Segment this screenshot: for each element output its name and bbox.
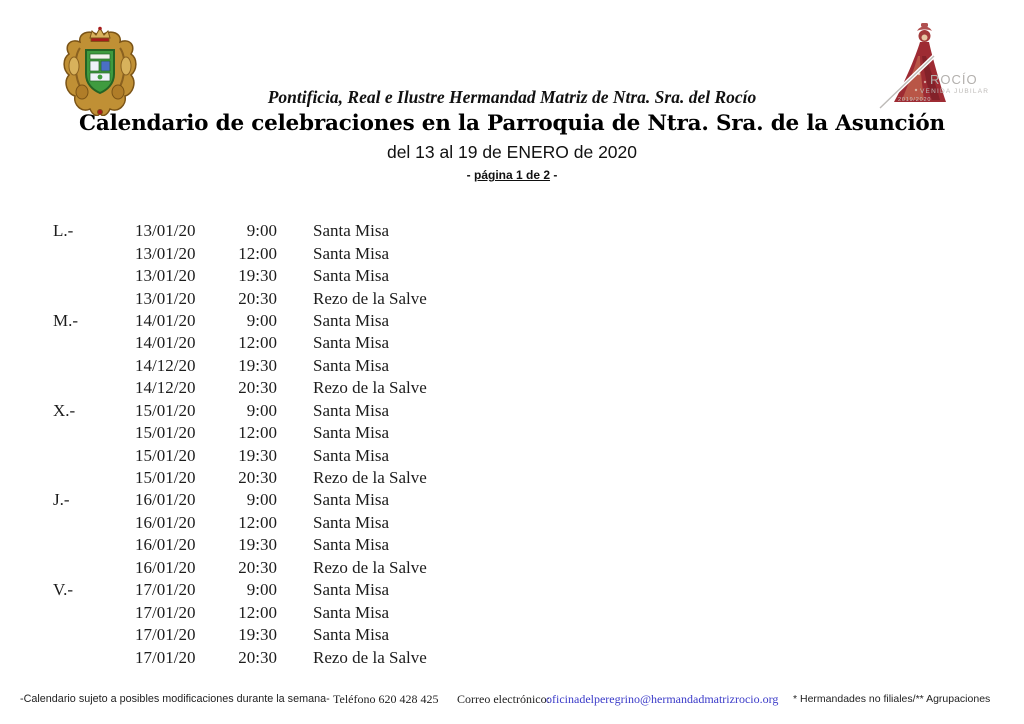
schedule-row bbox=[0, 400, 1024, 422]
schedule-row bbox=[0, 287, 1024, 309]
schedule-row bbox=[0, 444, 1024, 466]
celebration-date: 13/01/20 bbox=[135, 243, 196, 263]
schedule-row bbox=[0, 332, 1024, 354]
schedule-row bbox=[0, 377, 1024, 399]
celebration-name: Santa Misa bbox=[313, 355, 390, 375]
celebration-date: 14/01/20 bbox=[135, 310, 196, 330]
celebration-time: 9:00 bbox=[246, 490, 277, 510]
celebration-time: 12:00 bbox=[238, 423, 277, 443]
celebrations-schedule bbox=[0, 220, 1024, 669]
celebration-name: Santa Misa bbox=[313, 310, 390, 330]
celebration-time: 12:00 bbox=[238, 333, 277, 353]
schedule-row bbox=[0, 579, 1024, 601]
celebration-time: 19:30 bbox=[238, 445, 277, 465]
celebration-date: 17/01/20 bbox=[135, 647, 196, 667]
document-header bbox=[0, 86, 1024, 183]
celebration-date: 13/01/20 bbox=[135, 221, 196, 241]
celebration-time: 9:00 bbox=[246, 310, 277, 330]
page-title: Calendario de celebraciones en la Parroquia de Ntra. Sra. de la Asunción bbox=[79, 111, 945, 136]
schedule-row bbox=[0, 265, 1024, 287]
celebration-time: 19:30 bbox=[238, 355, 277, 375]
schedule-row bbox=[0, 422, 1024, 444]
celebration-name: Santa Misa bbox=[313, 266, 390, 286]
day-abbreviation: X.- bbox=[53, 400, 76, 420]
celebration-time: 12:00 bbox=[238, 243, 277, 263]
celebration-date: 16/01/20 bbox=[135, 535, 196, 555]
schedule-row bbox=[0, 512, 1024, 534]
phone-number: Teléfono 620 428 425 bbox=[333, 692, 439, 706]
email-link[interactable]: oficinadelperegrino@hermandadmatrizrocio.org bbox=[546, 692, 779, 706]
organization-title: Pontificia, Real e Ilustre Hermandad Matriz de Ntra. Sra. del Rocío bbox=[267, 87, 757, 107]
celebration-date: 17/01/20 bbox=[135, 580, 196, 600]
schedule-row bbox=[0, 242, 1024, 264]
celebration-name: Rezo de la Salve bbox=[313, 378, 427, 398]
page-indicator-prefix: - bbox=[466, 168, 474, 182]
celebration-time: 9:00 bbox=[246, 400, 277, 420]
celebration-time: 20:30 bbox=[238, 378, 277, 398]
day-abbreviation: M.- bbox=[53, 310, 79, 330]
celebration-time: 20:30 bbox=[238, 557, 277, 577]
modification-note: -Calendario sujeto a posibles modificaciones durante la semana- bbox=[20, 693, 330, 705]
celebration-date: 14/12/20 bbox=[135, 355, 196, 375]
celebration-name: Santa Misa bbox=[313, 333, 390, 353]
celebration-date: 13/01/20 bbox=[135, 266, 196, 286]
celebration-time: 19:30 bbox=[238, 625, 277, 645]
day-abbreviation: L.- bbox=[53, 221, 74, 241]
schedule-row bbox=[0, 489, 1024, 511]
celebration-name: Rezo de la Salve bbox=[313, 647, 427, 667]
schedule-row bbox=[0, 467, 1024, 489]
celebration-name: Santa Misa bbox=[313, 445, 390, 465]
day-abbreviation: J.- bbox=[53, 490, 70, 510]
document-footer bbox=[0, 691, 1024, 711]
celebration-date: 14/12/20 bbox=[135, 378, 196, 398]
celebration-name: Rezo de la Salve bbox=[313, 557, 427, 577]
celebration-time: 9:00 bbox=[246, 221, 277, 241]
celebration-time: 20:30 bbox=[238, 468, 277, 488]
celebration-date: 15/01/20 bbox=[135, 400, 196, 420]
celebration-name: Santa Misa bbox=[313, 423, 390, 443]
schedule-row bbox=[0, 601, 1024, 623]
page-indicator-suffix: - bbox=[550, 168, 558, 182]
celebration-name: Santa Misa bbox=[313, 602, 390, 622]
rocio-logo-years: 2019/2020 bbox=[898, 97, 932, 103]
celebration-name: Santa Misa bbox=[313, 625, 390, 645]
celebration-time: 20:30 bbox=[238, 288, 277, 308]
celebration-date: 16/01/20 bbox=[135, 557, 196, 577]
celebration-time: 19:30 bbox=[238, 535, 277, 555]
celebration-date: 16/01/20 bbox=[135, 512, 196, 532]
celebration-time: 20:30 bbox=[238, 647, 277, 667]
celebration-name: Santa Misa bbox=[313, 512, 390, 532]
page-indicator-text: página 1 de 2 bbox=[473, 168, 551, 182]
celebration-date: 15/01/20 bbox=[135, 468, 196, 488]
celebration-date: 14/01/20 bbox=[135, 333, 196, 353]
celebration-name: Santa Misa bbox=[313, 490, 390, 510]
celebration-date: 17/01/20 bbox=[135, 625, 196, 645]
celebration-date: 13/01/20 bbox=[135, 288, 196, 308]
celebration-name: Santa Misa bbox=[313, 221, 390, 241]
celebration-date: 16/01/20 bbox=[135, 490, 196, 510]
celebration-time: 19:30 bbox=[238, 266, 277, 286]
day-abbreviation: V.- bbox=[53, 580, 73, 600]
schedule-row bbox=[0, 646, 1024, 668]
schedule-row bbox=[0, 310, 1024, 332]
rocio-logo-title: ROCÍO bbox=[930, 72, 978, 87]
celebration-name: Santa Misa bbox=[313, 400, 390, 420]
schedule-row bbox=[0, 624, 1024, 646]
email-label: Correo electrónico: bbox=[457, 692, 550, 706]
footnote-legend: * Hermandades no filiales/** Agrupaciones bbox=[793, 693, 991, 705]
celebration-name: Rezo de la Salve bbox=[313, 288, 427, 308]
celebration-name: Rezo de la Salve bbox=[313, 468, 427, 488]
page-indicator bbox=[0, 167, 1024, 183]
celebration-name: Santa Misa bbox=[313, 580, 390, 600]
celebration-date: 15/01/20 bbox=[135, 423, 196, 443]
rocio-logo-subtitle: VENIDA JUBILAR bbox=[920, 88, 990, 95]
celebration-date: 15/01/20 bbox=[135, 445, 196, 465]
schedule-row bbox=[0, 355, 1024, 377]
celebration-time: 12:00 bbox=[238, 512, 277, 532]
schedule-row bbox=[0, 557, 1024, 579]
celebration-time: 9:00 bbox=[246, 580, 277, 600]
schedule-row bbox=[0, 534, 1024, 556]
date-range: del 13 al 19 de ENERO de 2020 bbox=[386, 142, 638, 162]
celebration-name: Santa Misa bbox=[313, 535, 390, 555]
celebration-time: 12:00 bbox=[238, 602, 277, 622]
celebration-name: Santa Misa bbox=[313, 243, 390, 263]
celebration-date: 17/01/20 bbox=[135, 602, 196, 622]
schedule-row bbox=[0, 220, 1024, 242]
